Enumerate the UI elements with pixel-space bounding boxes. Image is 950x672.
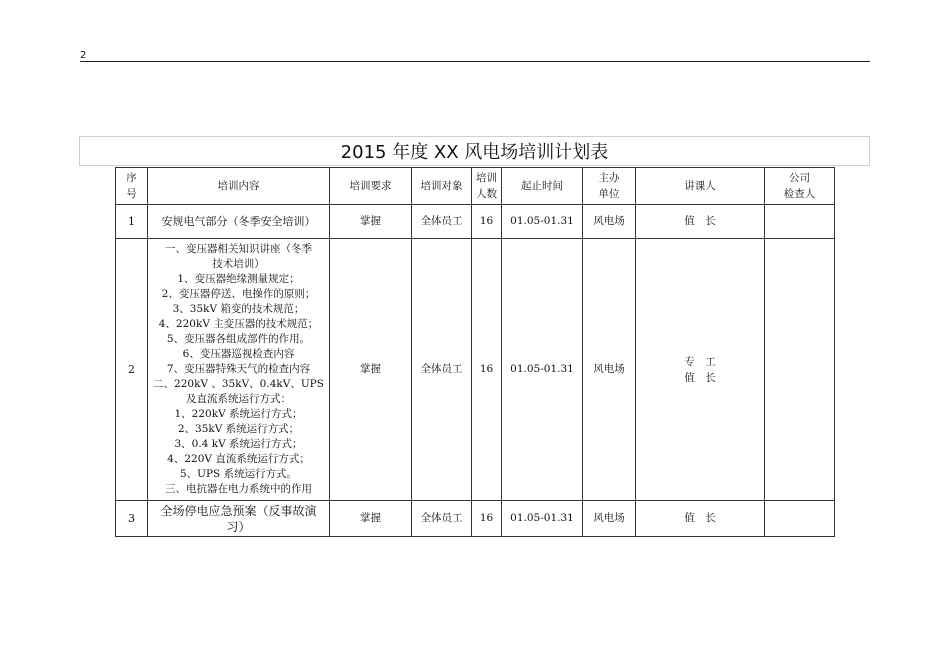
header-inspector: 公司 检查人 <box>765 168 835 205</box>
cell-lecturer: 值 长 <box>636 205 765 239</box>
table-row <box>116 205 835 239</box>
table-row <box>116 239 835 501</box>
cell-requirement: 掌握 <box>330 501 412 537</box>
content-line: 6、变压器巡视检查内容 <box>182 348 295 360</box>
cell-lecturer: 值 长 <box>636 501 765 537</box>
cell-requirement: 掌握 <box>330 239 412 501</box>
header-period: 起止时间 <box>502 168 583 205</box>
cell-inspector <box>765 501 835 537</box>
cell-inspector <box>765 205 835 239</box>
content-line: 三、电抗器在电力系统中的作用 <box>165 483 312 495</box>
content-line: 2、变压器停送、电操作的原则； <box>161 288 316 300</box>
cell-target: 全体员工 <box>412 239 472 501</box>
title-bar <box>79 136 870 166</box>
cell-host: 风电场 <box>583 239 636 501</box>
cell-seq: 1 <box>116 205 148 239</box>
content-line: 1、220kV 系统运行方式； <box>174 408 303 420</box>
content-line: 3、0.4 kV 系统运行方式； <box>174 438 303 450</box>
training-plan-table <box>115 167 835 537</box>
header-host: 主办 单位 <box>583 168 636 205</box>
content-line: 全场停电应急预案（反事故演 <box>160 503 317 518</box>
cell-inspector <box>765 239 835 501</box>
cell-content <box>148 239 330 501</box>
content-line: 习） <box>226 519 251 534</box>
header-row <box>116 168 835 205</box>
cell-requirement: 掌握 <box>330 205 412 239</box>
cell-target: 全体员工 <box>412 205 472 239</box>
cell-count: 16 <box>472 239 502 501</box>
page-number: 2 <box>80 50 87 61</box>
content-line: 3、35kV 箱变的技术规范； <box>172 303 305 315</box>
content-line: 技术培训） <box>212 258 265 270</box>
cell-content: 安规电气部分（冬季安全培训） <box>148 205 330 239</box>
cell-seq: 3 <box>116 501 148 537</box>
page-title: 2015 年度 XX 风电场培训计划表 <box>340 142 609 163</box>
content-line: 5、UPS 系统运行方式。 <box>179 468 298 480</box>
content-line: 5、变压器各组成部件的作用。 <box>166 333 311 345</box>
cell-count: 16 <box>472 205 502 239</box>
content-line: 一、变压器相关知识讲座（冬季 <box>165 243 312 255</box>
content-line: 二、220kV 、35kV、0.4kV、UPS <box>153 378 324 390</box>
header-seq: 序 号 <box>116 168 148 205</box>
header-content: 培训内容 <box>148 168 330 205</box>
header-requirement: 培训要求 <box>330 168 412 205</box>
cell-content <box>148 501 330 537</box>
content-line: 2、35kV 系统运行方式； <box>177 423 300 435</box>
content-line: 及直流系统运行方式： <box>186 393 291 405</box>
content-line: 4、220V 直流系统运行方式； <box>167 453 310 465</box>
header-count: 培训 人数 <box>472 168 502 205</box>
cell-period: 01.05-01.31 <box>502 205 583 239</box>
cell-seq: 2 <box>116 239 148 501</box>
header-rule <box>80 61 870 62</box>
content-line: 1、变压器绝缘测量规定； <box>177 273 300 285</box>
cell-target: 全体员工 <box>412 501 472 537</box>
content-line: 4、220kV 主变压器的技术规范； <box>158 318 319 330</box>
cell-period: 01.05-01.31 <box>502 239 583 501</box>
cell-period: 01.05-01.31 <box>502 501 583 537</box>
content-line: 7、变压器特殊天气的检查内容 <box>166 363 311 375</box>
header-target: 培训对象 <box>412 168 472 205</box>
cell-host: 风电场 <box>583 205 636 239</box>
table-row <box>116 501 835 537</box>
cell-count: 16 <box>472 501 502 537</box>
header-lecturer: 讲课人 <box>636 168 765 205</box>
cell-host: 风电场 <box>583 501 636 537</box>
cell-lecturer: 专 工 值 长 <box>636 239 765 501</box>
